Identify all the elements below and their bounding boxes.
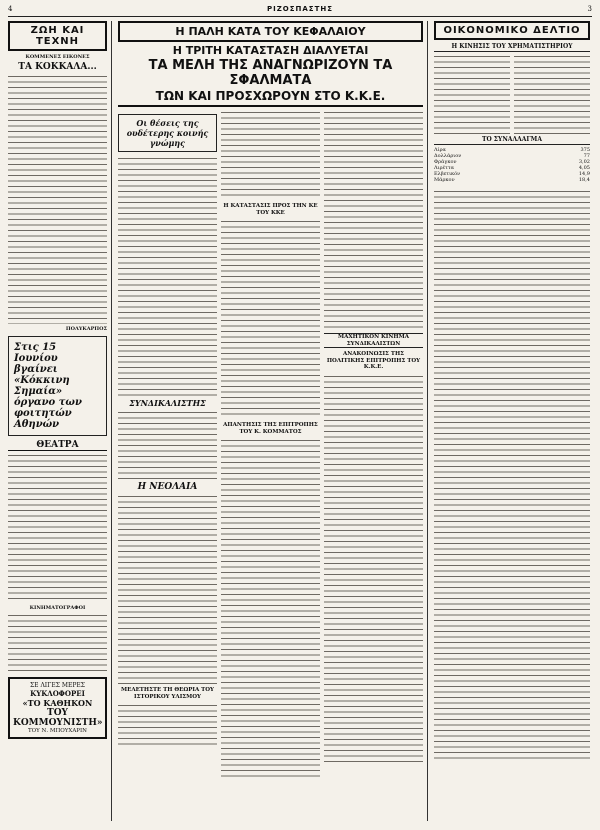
ad-line5: ΤΟΥ Ν. ΜΠΟΥΧΑΡΙΝ [27, 728, 87, 734]
right-body-c [434, 189, 590, 759]
rate-row [434, 177, 590, 183]
opinion-box [118, 114, 217, 152]
article-body-e [324, 374, 423, 764]
middle-banner: Η ΠΑΛΗ ΚΑΤΑ ΤΟΥ ΚΕΦΑΛΑΙΟΥ [118, 21, 423, 42]
columns [8, 21, 592, 821]
rate-name: Φράγκον [434, 159, 457, 165]
left-theatre-head: ΘΕΑΤΡΑ [8, 440, 107, 451]
middle-column [118, 21, 428, 821]
article-body-b [221, 219, 320, 419]
syndicalist-body [118, 410, 217, 480]
left-theatre-list [8, 453, 107, 603]
study-head: ΜΕΛΕΤΗΣΤΕ ΤΗ ΘΕΩΡΙΑ ΤΟΥ ΙΣΤΟΡΙΚΟΥ ΥΛΙΣΜΟΥ [121, 687, 214, 700]
article-sub4: ΑΝΑΚΟΙΝΩΣΙΣ ΤΗΣ ΠΟΛΙΤΙΚΗΣ ΕΠΙΤΡΟΠΗΣ ΤΟΥ Κ.Κ.Ε. [326, 351, 421, 370]
rate-name: Μάρκον [434, 177, 455, 183]
rate-value: 77 [583, 153, 590, 159]
middle-title-2: ΤΑ ΜΕΛΗ ΤΗΣ ΑΝΑΓΝΩΡΙΖΟΥΝ ΤΑ ΣΦΑΛΜΑΤΑ [148, 58, 393, 88]
article-sub2: ΑΠΑΝΤΗΣΙΣ ΤΗΣ ΕΠΙΤΡΟΠΗΣ ΤΟΥ Κ. ΚΟΜΜΑΤΟΣ [223, 422, 318, 435]
right-body-b [514, 54, 590, 134]
left-kicker: ΚΟΜΜΕΝΕΣ ΕΙΚΟΝΕΣ [25, 54, 90, 60]
middle-subcolumn-1 [118, 110, 217, 810]
rate-value: 3,02 [578, 159, 590, 165]
middle-subcolumn-3 [324, 110, 423, 810]
right-section-title: ΟΙΚΟΝΟΜΙΚΟ ΔΕΛΤΙΟ [434, 21, 590, 40]
youth-body [118, 494, 217, 684]
ad-line4: ΤΟΥ ΚΟΜΜΟΥΝΙΣΤΗ» [13, 708, 103, 728]
masthead: ΡΙΖΟΣΠΑΣΤΗΣ [266, 5, 333, 13]
middle-subcolumns [118, 110, 423, 810]
rate-value: 375 [580, 147, 590, 153]
ad-line3: «ΤΟ ΚΑΘΗΚΟΝ [22, 698, 93, 708]
right-body-a [434, 54, 510, 134]
rate-value: 14,9 [578, 171, 590, 177]
right-column [434, 21, 590, 821]
youth-head: Η ΝΕΟΛΑΙΑ [137, 482, 198, 492]
rates-list [434, 147, 590, 183]
top-line [8, 4, 592, 17]
right-top-split [434, 54, 590, 134]
study-body [118, 703, 217, 748]
rate-name: Λίρα [434, 147, 446, 153]
article-body-a [221, 110, 320, 200]
left-cinema-head: ΚΙΝΗΜΑΤΟΓΡΑΦΟΙ [29, 605, 86, 611]
left-promo-text: Στις 15 Ιουνίου βγαίνει «Κόκκινη Σημαία» όργανο των φοιτητών Αθηνών [14, 342, 82, 430]
ad-line1: ΣΕ ΛΙΓΕΣ ΜΕΡΕΣ [29, 682, 86, 689]
left-article-body [8, 74, 107, 324]
middle-title-1: Η ΤΡΙΤΗ ΚΑΤΑΣΤΑΣΗ ΔΙΑΛΥΕΤΑΙ [172, 44, 369, 57]
left-cinema-list [8, 613, 107, 673]
rate-name: Λιρέττα [434, 165, 455, 171]
article-body-c [221, 438, 320, 778]
page-number-right: 3 [587, 5, 592, 13]
opinion-box-title: Οι θέσεις της ουδέτερης κοινής γνώμης [126, 118, 209, 148]
left-promo-box [8, 336, 107, 436]
left-column [8, 21, 112, 821]
syndicalist-head: ΣΥΝΔΙΚΑΛΙΣΤΗΣ [129, 398, 206, 408]
rate-name: Δολλάριον [434, 153, 462, 159]
ad-line2: ΚΥΚΛΟΦΟΡΕΙ [30, 689, 85, 698]
page-number-left: 4 [8, 5, 13, 13]
article-sub3: ΜΑΧΗΤΙΚΟΝ ΚΙΝΗΜΑ ΣΥΝΔΙΚΑΛΙΣΤΩΝ [324, 333, 423, 348]
middle-subcolumn-2 [221, 110, 320, 810]
left-author: ΠΟΛΥΚΑΡΠΟΣ [65, 326, 107, 332]
left-section-title: ΖΩΗ ΚΑΙ ΤΕΧΝΗ [8, 21, 107, 51]
left-book-ad [8, 677, 107, 739]
middle-title-3: ΤΩΝ ΚΑΙ ΠΡΟΣΧΩΡΟΥΝ ΣΤΟ Κ.Κ.Ε. [118, 89, 423, 107]
rate-value: 4,05 [578, 165, 590, 171]
right-sub1: Η ΚΙΝΗΣΙΣ ΤΟΥ ΧΡΗΜΑΤΙΣΤΗΡΙΟΥ [434, 43, 590, 52]
left-article-title: ΤΑ ΚΟΚΚΑΛΑ... [18, 62, 97, 72]
rate-name: Ελβετικόν [434, 171, 461, 177]
opinion-body [118, 156, 217, 396]
article-body-d [324, 110, 423, 330]
article-sub1: Η ΚΑΤΑΣΤΑΣΙΣ ΠΡΟΣ ΤΗΝ ΚΕ ΤΟΥ ΚΚΕ [223, 203, 318, 216]
rate-value: 18,4 [578, 177, 590, 183]
right-sub2: ΤΟ ΣΥΝΑΛΛΑΓΜΑ [434, 136, 590, 145]
